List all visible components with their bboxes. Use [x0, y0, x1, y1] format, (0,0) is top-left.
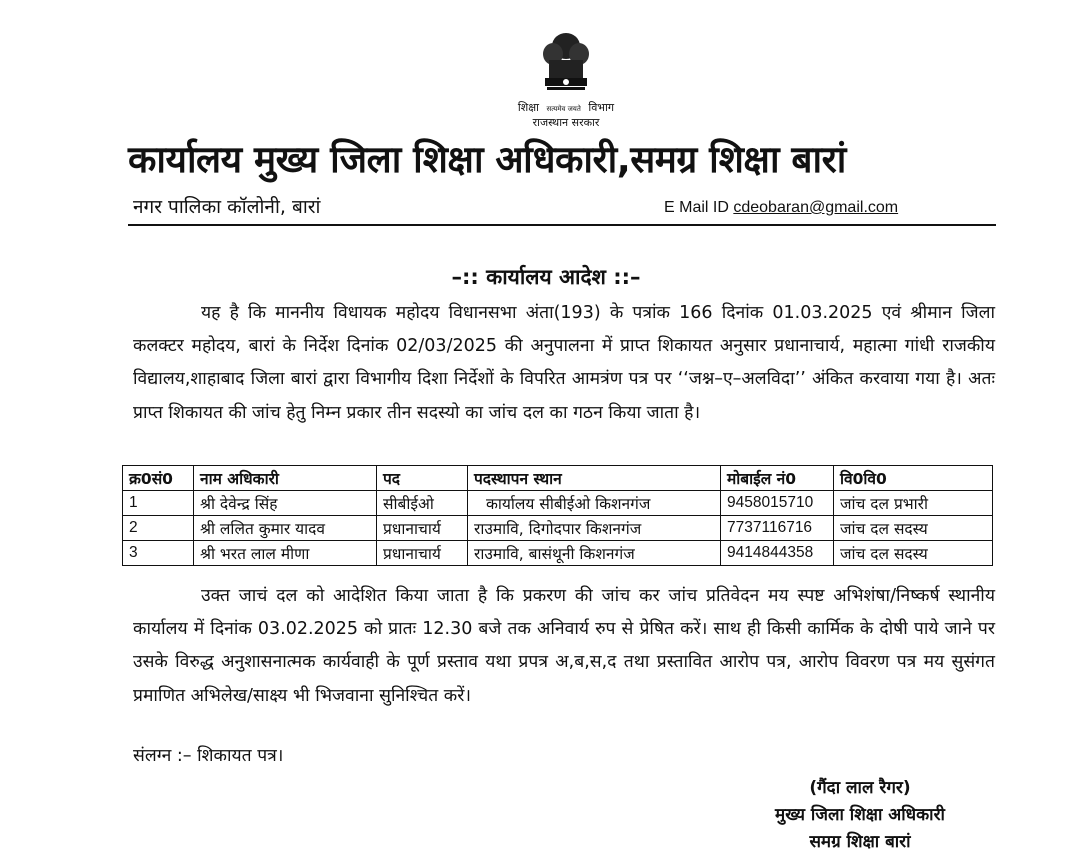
order-title: –:: कार्यालय आदेश ::–	[451, 265, 641, 289]
cell-serial: 2	[123, 516, 194, 541]
cell-posting-place: राउमावि, दिगोदपार किशनगंज	[468, 516, 721, 541]
office-address: नगर पालिका कॉलोनी, बारां	[133, 196, 321, 218]
col-remarks: वि0वि0	[834, 466, 993, 491]
cell-designation: प्रधानाचार्य	[377, 541, 468, 566]
emblem-motto: सत्यमेव जयते	[546, 105, 581, 113]
cell-officer-name: श्री भरत लाल मीणा	[194, 541, 377, 566]
signatory-name: (गैंदा लाल रैगर)	[809, 778, 911, 798]
cell-remarks: जांच दल सदस्य	[834, 516, 993, 541]
table-header-row	[123, 466, 993, 491]
cell-serial: 3	[123, 541, 194, 566]
table-row	[123, 516, 993, 541]
col-officer-name: नाम अधिकारी	[194, 466, 377, 491]
emblem-right-text: विभाग	[588, 101, 615, 114]
col-designation: पद	[377, 466, 468, 491]
cell-designation: प्रधानाचार्य	[377, 516, 468, 541]
table-row	[123, 541, 993, 566]
order-paragraph-1: यह है कि माननीय विधायक महोदय विधानसभा अंता(193) के पत्रांक 166 दिनांक 01.03.2025 एवं श्रीमान जिला कलक्टर महोदय, बारां के निर्देश दिनांक 02/03/2025 की अनुपालना में प्राप्त शिकायत अनुसार प्रधानाचार्य, महात्मा गांधी राजकीय विद्यालय,शाहाबाद जिला बारां द्वारा विभागीय दिशा निर्देशों के विपरित आमत्रंण पत्र पर ‘‘जश्न–ए–अलविदा’’ अंकित करवाया गया है। अतः प्राप्त शिकायत की जांच हेतु निम्न प्रकार तीन सदस्यो का जांच दल का गठन किया जाता है।	[133, 303, 995, 423]
col-posting-place: पदस्थापन स्थान	[468, 466, 721, 491]
email-line	[664, 199, 898, 217]
signatory-office: समग्र शिक्षा बारां	[809, 832, 911, 852]
cell-remarks: जांच दल प्रभारी	[834, 491, 993, 516]
office-title: कार्यालय मुख्य जिला शिक्षा अधिकारी,समग्र शिक्षा बारां	[128, 138, 846, 181]
header-divider	[128, 224, 996, 226]
attachment-note: संलग्न :– शिकायत पत्र।	[133, 746, 284, 766]
order-paragraph-2: उक्त जाचं दल को आदेशित किया जाता है कि प्रकरण की जांच कर जांच प्रतिवेदन मय स्पष्ट अभिशंषा/निष्कर्ष स्थानीय कार्यालय में दिनांक 03.02.2025 को प्रातः 12.30 बजे तक अनिवार्य रुप से प्रेषित करें। साथ ही किसी कार्मिक के दोषी पाये जाने पर उसके विरुद्ध अनुशासनात्मक कार्यवाही के पूर्ण प्रस्ताव यथा प्रपत्र अ,ब,स,द तथा प्रस्तावित आरोप पत्र, आरोप विवरण पत्र मय सुसंगत प्रमाणित अभिलेख/साक्ष्य भी भिजवाना सुनिश्चित करें।	[133, 586, 995, 706]
col-serial: क्र0सं0	[123, 466, 194, 491]
col-mobile: मोबाईल नं0	[721, 466, 834, 491]
email-label: E Mail ID	[664, 199, 734, 216]
ashoka-emblem-icon	[531, 28, 601, 98]
signatory-designation: मुख्य जिला शिक्षा अधिकारी	[775, 805, 945, 825]
cell-posting-place: कार्यालय सीबीईओ किशनगंज	[468, 491, 721, 516]
cell-remarks: जांच दल सदस्य	[834, 541, 993, 566]
cell-designation: सीबीईओ	[377, 491, 468, 516]
cell-posting-place: राउमावि, बासंथूनी किशनगंज	[468, 541, 721, 566]
cell-mobile: 7737116716	[721, 516, 834, 541]
cell-officer-name: श्री देवेन्द्र सिंह	[194, 491, 377, 516]
table-row	[123, 491, 993, 516]
signature-block	[700, 775, 1020, 856]
email-link[interactable]: cdeobaran@gmail.com	[733, 199, 899, 216]
committee-table	[122, 465, 993, 566]
emblem-left-text: शिक्षा	[517, 101, 539, 114]
cell-mobile: 9458015710	[721, 491, 834, 516]
cell-serial: 1	[123, 491, 194, 516]
cell-officer-name: श्री ललित कुमार यादव	[194, 516, 377, 541]
state-emblem	[506, 28, 626, 128]
emblem-subtitle: राजस्थान सरकार	[532, 116, 600, 129]
cell-mobile: 9414844358	[721, 541, 834, 566]
